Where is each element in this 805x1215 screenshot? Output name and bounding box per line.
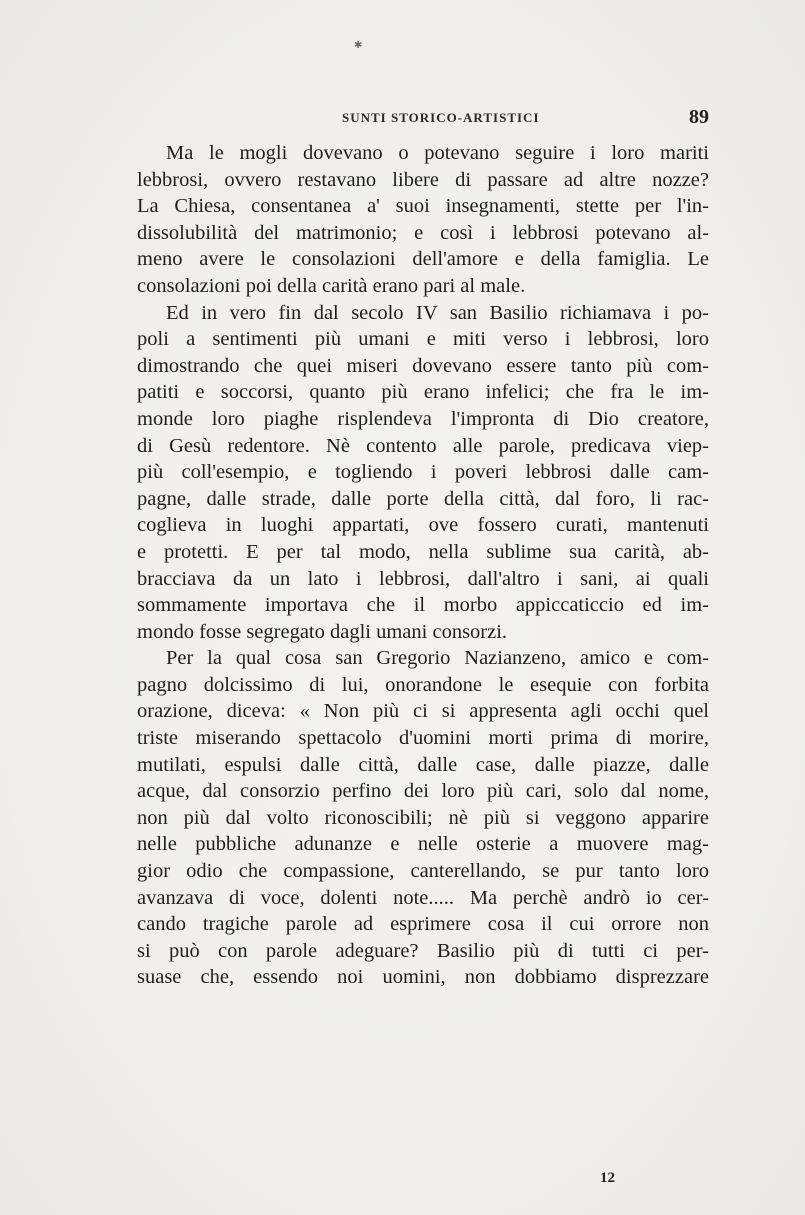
running-title: SUNTI STORICO-ARTISTICI <box>342 110 540 125</box>
text-line: suase che, essendo noi uomini, non dobbiamo disprezzare <box>137 966 709 989</box>
text-line: meno avere le consolazioni dell'amore e della famiglia. Le <box>137 248 709 271</box>
text-line: avanzava di voce, dolenti note..... Ma perchè andrò io cer- <box>137 886 709 909</box>
text-line: mondo fosse segregato dagli umani consorzi. <box>137 620 508 643</box>
text-line: Per la qual cosa san Gregorio Nazianzeno, amico e com- <box>166 647 709 670</box>
text-line: gior odio che compassione, canterellando, se pur tanto loro <box>137 860 709 883</box>
text-line: cando tragiche parole ad esprimere cosa il cui orrore non <box>137 913 709 936</box>
text-line: patiti e soccorsi, quanto più erano infelici; che fra le im- <box>137 381 709 404</box>
text-line: Ed in vero fin dal secolo IV san Basilio richiamava i po- <box>166 301 709 324</box>
text-line: coglieva in luoghi appartati, ove fossero curati, mantenuti <box>137 514 709 537</box>
text-line: si può con parole adeguare? Basilio più di tutti ci per- <box>137 939 709 962</box>
text-line: La Chiesa, consentanea a' suoi insegnamenti, stette per l'in- <box>137 195 709 218</box>
text-line: triste miserando spettacolo d'uomini morti prima di morire, <box>137 727 709 750</box>
text-line: poli a sentimenti più umani e miti verso i lebbrosi, loro <box>137 328 709 351</box>
page-header <box>137 106 709 136</box>
text-line: Ma le mogli dovevano o potevano seguire i loro mariti <box>166 142 709 164</box>
text-line: consolazioni poi della carità erano pari al male. <box>137 274 526 297</box>
text-line: di Gesù redentore. Nè contento alle parole, predicava viep- <box>137 434 709 457</box>
page-number: 89 <box>689 106 709 128</box>
text-line: dimostrando che quei miseri dovevano essere tanto più com- <box>137 354 709 377</box>
text-line: sommamente importava che il morbo appiccaticcio ed im- <box>137 594 709 617</box>
text-line: orazione, diceva: « Non più ci si appresenta agli occhi quel <box>137 700 709 723</box>
text-line: mutilati, espulsi dalle città, dalle case, dalle piazze, dalle <box>137 753 709 776</box>
text-line: non più dal volto riconoscibili; nè più si veggono apparire <box>137 806 709 829</box>
text-line: acque, dal consorzio perfino dei loro più cari, solo dal nome, <box>137 780 709 803</box>
text-line: pagne, dalle strade, dalle porte della città, dal foro, li rac- <box>137 487 709 510</box>
text-line: pagno dolcissimo di lui, onorandone le esequie con forbita <box>137 673 709 696</box>
body-text <box>137 140 709 991</box>
text-line: e protetti. E per tal modo, nella sublime sua carità, ab- <box>137 540 709 563</box>
text-line: nelle pubbliche adunanze e nelle osterie a muovere mag- <box>137 833 709 856</box>
text-line: lebbrosi, ovvero restavano libere di passare ad altre nozze? <box>137 168 709 191</box>
text-line: più coll'esempio, e togliendo i poveri lebbrosi dalle cam- <box>137 461 709 484</box>
ornament-mark: ✱ <box>354 40 363 51</box>
text-line: monde loro piaghe risplendeva l'impronta di Dio creatore, <box>137 407 709 430</box>
signature-mark: 12 <box>600 1170 615 1186</box>
text-line: dissolubilità del matrimonio; e così i lebbrosi potevano al- <box>137 221 709 244</box>
text-line: bracciava da un lato i lebbrosi, dall'altro i sani, ai quali <box>137 567 709 590</box>
